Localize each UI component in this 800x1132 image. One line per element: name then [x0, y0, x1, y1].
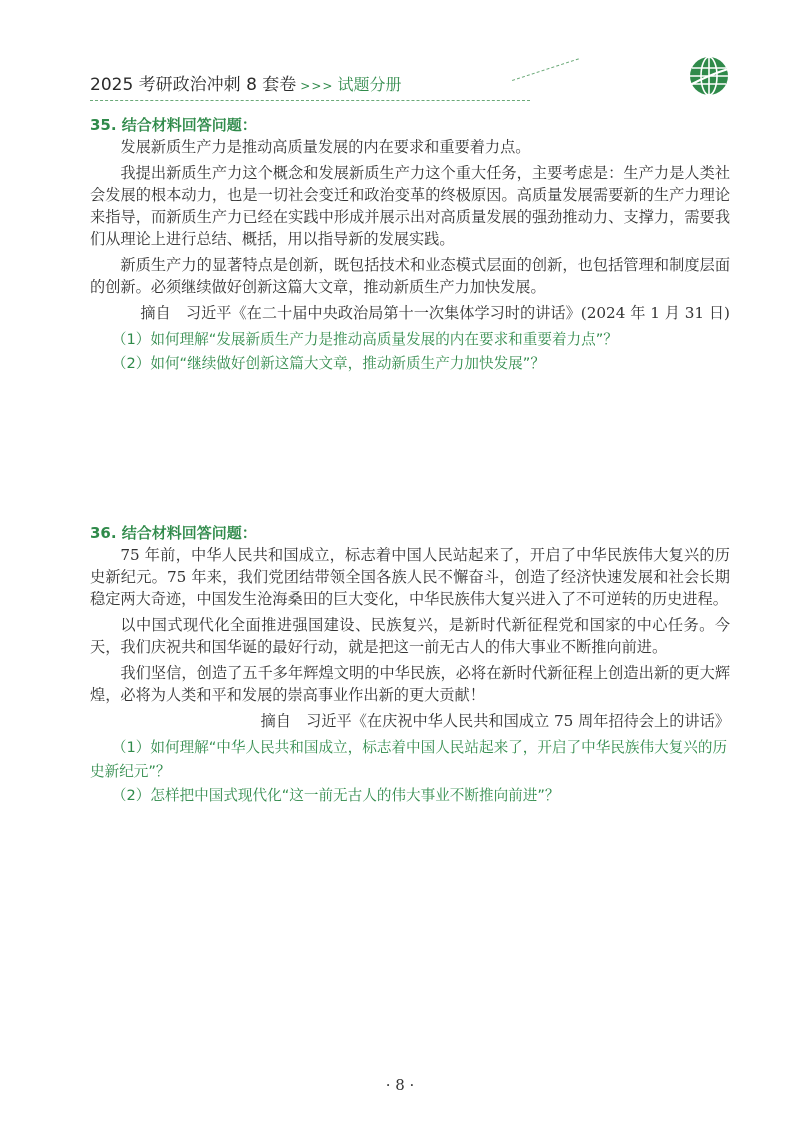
globe-grid-icon	[688, 55, 730, 97]
question-35-heading: 35. 结合材料回答问题：	[90, 116, 257, 134]
page-number: · 8 ·	[385, 1076, 415, 1094]
question-36-paragraph: 75 年前，中华人民共和国成立，标志着中国人民站起来了，开启了中华民族伟大复兴的历史新纪元。75 年来，我们党团结带领全国各族人民不懈奋斗，创造了经济快速发展和社会长期稳定两大奇迹，中国发生沧海桑田的巨大变化，中华民族伟大复兴进入了不可逆转的历史进程。	[90, 546, 730, 608]
question-36-heading: 36. 结合材料回答问题：	[90, 524, 257, 542]
header-subtitle: 试题分册	[337, 75, 402, 94]
question-36-paragraph: 我们坚信，创造了五千多年辉煌文明的中华民族，必将在新时代新征程上创造出新的更大辉煌，必将为人类和平和发展的崇高事业作出新的更大贡献！	[90, 664, 730, 704]
question-35-subquestion: （2）如何“继续做好创新这篇大文章，推动新质生产力加快发展”？	[111, 355, 545, 372]
question-35	[90, 114, 730, 376]
question-36-subquestion: （2）怎样把中国式现代化“这一前无古人的伟大事业不断推向前进”？	[111, 787, 560, 804]
question-35-paragraph: 我提出新质生产力这个概念和发展新质生产力这个重大任务，主要考虑是：生产力是人类社会发展的根本动力，也是一切社会变迁和政治变革的终极原因。高质量发展需要新的生产力理论来指导，而新质生产力已经在实践中形成并展示出对高质量发展的强劲推动力、支撑力，需要我们从理论上进行总结、概括，用以指导新的发展实践。	[90, 164, 730, 248]
book-title: 2025 考研政治冲刺 8 套卷	[90, 75, 297, 95]
question-35-paragraph: 发展新质生产力是推动高质量发展的内在要求和重要着力点。	[120, 138, 531, 156]
header-title	[90, 72, 401, 99]
question-36	[90, 522, 730, 808]
header-arrows: >>>	[300, 79, 334, 93]
question-35-subquestion: （1）如何理解“发展新质生产力是推动高质量发展的内在要求和重要着力点”？	[111, 331, 618, 348]
question-35-source: 摘自 习近平《在二十届中央政治局第十一次集体学习时的讲话》(2024 年 1 月 31 日)	[140, 304, 730, 322]
header-divider	[90, 100, 530, 101]
question-35-paragraph: 新质生产力的显著特点是创新，既包括技术和业态模式层面的创新，也包括管理和制度层面的创新。必须继续做好创新这篇大文章，推动新质生产力加快发展。	[90, 256, 730, 296]
page-header	[90, 72, 730, 102]
question-36-subquestion: （1）如何理解“中华人民共和国成立，标志着中国人民站起来了，开启了中华民族伟大复兴的历史新纪元”？	[90, 739, 728, 780]
question-36-paragraph: 以中国式现代化全面推进强国建设、民族复兴，是新时代新征程党和国家的中心任务。今天，我们庆祝共和国华诞的最好行动，就是把这一前无古人的伟大事业不断推向前进。	[90, 616, 730, 656]
question-36-source: 摘自 习近平《在庆祝中华人民共和国成立 75 周年招待会上的讲话》	[260, 712, 730, 730]
